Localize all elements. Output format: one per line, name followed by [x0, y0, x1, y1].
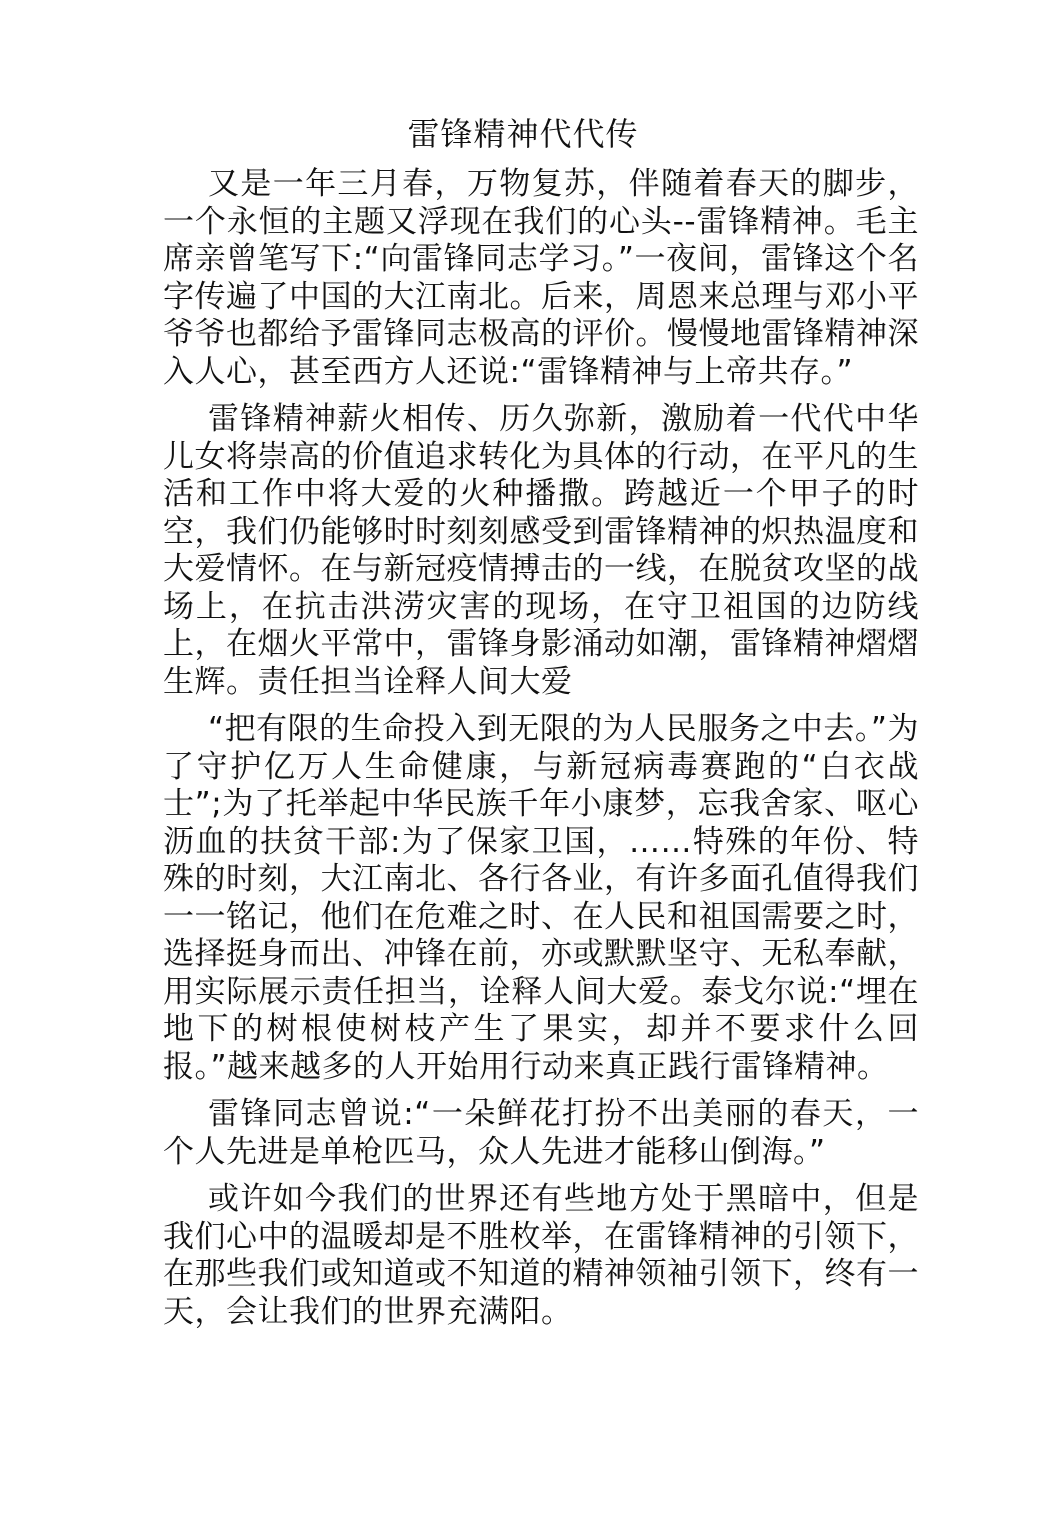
paragraph-1: 又是一年三月春，万物复苏，伴随着春天的脚步，一个永恒的主题又浮现在我们的心头--雷锋精神。毛主席亲曾笔写下:“向雷锋同志学习。”一夜间，雷锋这个名字传遍了中国的大江南北。后来，周恩来总理与邓小平爷爷也都给予雷锋同志极高的评价。慢慢地雷锋精神深入人心，甚至西方人还说:“雷锋精神与上帝共存。”: [163, 166, 919, 390]
paragraph-2: 雷锋精神薪火相传、历久弥新，激励着一代代中华儿女将崇高的价值追求转化为具体的行动，在平凡的生活和工作中将大爱的火种播撒。跨越近一个甲子的时空，我们仍能够时时刻刻感受到雷锋精神的炽热温度和大爱情怀。在与新冠疫情搏击的一线，在脱贫攻坚的战场上，在抗击洪涝灾害的现场，在守卫祖国的边防线上，在烟火平常中，雷锋身影涌动如潮，雷锋精神熠熠生辉。责任担当诠释人间大爱: [163, 401, 919, 700]
paragraph-3: “把有限的生命投入到无限的为人民服务之中去。”为了守护亿万人生命健康，与新冠病毒赛跑的“白衣战士”;为了托举起中华民族千年小康梦，忘我舍家、呕心沥血的扶贫干部:为了保家卫国，……特殊的年份、特殊的时刻，大江南北、各行各业，有许多面孔值得我们一一铭记，他们在危难之时、在人民和祖国需要之时，选择挺身而出、冲锋在前，亦或默默坚守、无私奉献，用实际展示责任担当，诠释人间大爱。泰戈尔说:“埋在地下的树根使树枝产生了果实，却并不要求什么回报。”越来越多的人开始用行动来真正践行雷锋精神。: [163, 711, 919, 1085]
document-body: [163, 166, 919, 1341]
paragraph-5: 或许如今我们的世界还有些地方处于黑暗中，但是我们心中的温暖却是不胜枚举，在雷锋精神的引领下，在那些我们或知道或不知道的精神领袖引领下，终有一天，会让我们的世界充满阳。: [163, 1181, 919, 1330]
paragraph-4: 雷锋同志曾说:“一朵鲜花打扮不出美丽的春天，一个人先进是单枪匹马，众人先进才能移山倒海。”: [163, 1096, 919, 1170]
document-title: 雷锋精神代代传: [407, 115, 639, 153]
